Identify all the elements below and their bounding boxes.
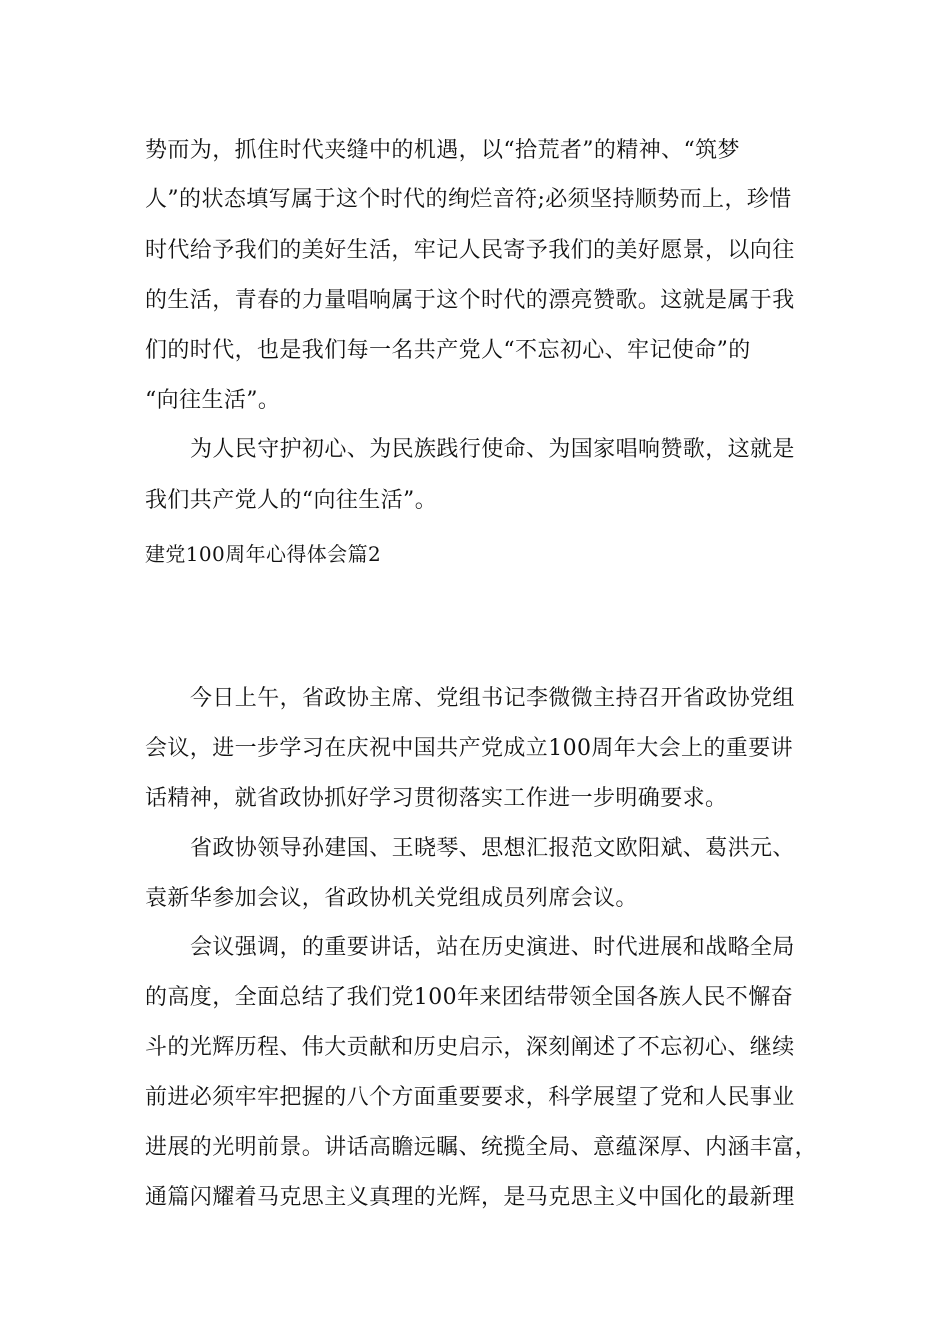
paragraph-line: 为人民守护初心、为民族践行使命、为国家唱响赞歌，这就是 — [190, 437, 795, 462]
paragraph-line: 通篇闪耀着马克思主义真理的光辉，是马克思主义中国化的最新理 — [145, 1185, 795, 1210]
paragraph-line: 前进必须牢牢把握的八个方面重要要求，科学展望了党和人民事业 — [145, 1085, 795, 1110]
paragraph-line: “向往生活”。 — [145, 388, 281, 413]
paragraph-line: 话精神，就省政协抓好学习贯彻落实工作进一步明确要求。 — [145, 786, 728, 811]
paragraph-line: 们的时代，也是我们每一名共产党人“不忘初心、牢记使命”的 — [145, 338, 751, 363]
paragraph-line: 进展的光明前景。讲话高瞻远瞩、统揽全局、意蕴深厚、内涵丰富， — [145, 1135, 818, 1160]
paragraph-line: 的生活，青春的力量唱响属于这个时代的漂亮赞歌。这就是属于我 — [145, 288, 795, 313]
paragraph-line: 袁新华参加会议，省政协机关党组成员列席会议。 — [145, 886, 638, 911]
paragraph-line: 时代给予我们的美好生活，牢记人民寄予我们的美好愿景，以向往 — [145, 238, 795, 263]
paragraph-line: 省政协领导孙建国、王晓琴、思想汇报范文欧阳斌、葛洪元、 — [190, 836, 795, 861]
paragraph-line: 人”的状态填写属于这个时代的绚烂音符;必须坚持顺势而上，珍惜 — [145, 187, 792, 212]
paragraph-line: 势而为，抓住时代夹缝中的机遇，以“拾荒者”的精神、“筑梦 — [145, 138, 740, 163]
paragraph-line: 会议，进一步学习在庆祝中国共产党成立100周年大会上的重要讲 — [145, 736, 793, 761]
paragraph-line: 我们共产党人的“向往生活”。 — [145, 488, 438, 513]
paragraph-line: 斗的光辉历程、伟大贡献和历史启示，深刻阐述了不忘初心、继续 — [145, 1035, 795, 1060]
paragraph-line: 的高度，全面总结了我们党100年来团结带领全国各族人民不懈奋 — [145, 985, 793, 1010]
paragraph-line: 今日上午，省政协主席、党组书记李微微主持召开省政协党组 — [190, 686, 795, 711]
paragraph-line: 会议强调，的重要讲话，站在历史演进、时代进展和战略全局 — [190, 935, 795, 960]
section-heading: 建党100周年心得体会篇2 — [145, 542, 382, 566]
